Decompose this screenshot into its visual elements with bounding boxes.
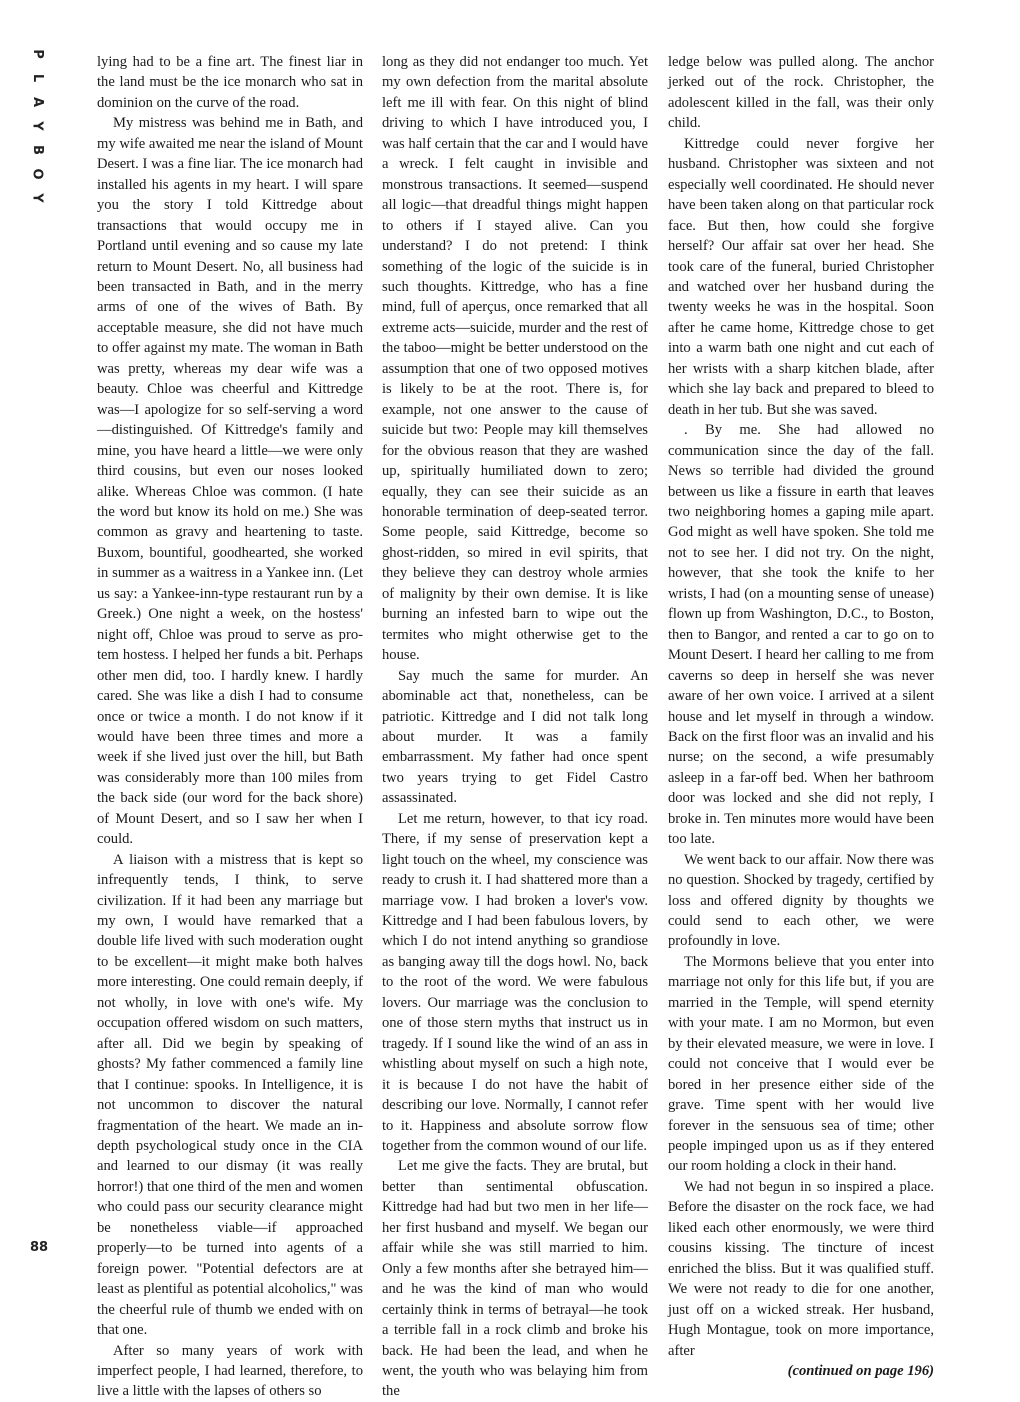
text-column-1 [97, 52, 363, 1402]
text-column-2 [382, 52, 648, 1402]
paragraph: . By me. She had allowed no communication since the day of the fall. News so terrible had divided the ground between us like a fissure in earth that leaves two neighboring homes a gaping mile apart. God might as well have spoken. She told me not to see her. I did not try. On the night, however, that she took the knife to her wrists, I had (on a mounting sense of unease) flown up from Washington, D.C., to Boston, then to Bangor, and rented a car to go on to Mount Desert. I heard her calling to me from caverns so deep in herself she was never aware of her own voice. I arrived at a silent house and let myself in through a window. Back on the first floor was an invalid and his nurse; on the second, a wife presumably asleep in a far-off bed. When her bathroom door was locked and she did not reply, I broke in. Ten minutes more would have been too late. [668, 422, 934, 848]
paragraph: ledge below was pulled along. The anchor jerked out of the rock. Christopher, the adolescent killed in the fall, was their only child. [668, 54, 934, 132]
paragraph: lying had to be a fine art. The finest liar in the land must be the ice monarch who sat in dominion on the curve of the road. [97, 54, 363, 111]
paragraph: Kittredge could never forgive her husband. Christopher was sixteen and not especially well coordinated. He should never have been taken along on that particular rock face. But then, how could she forgive herself? Our affair sat over her head. She took care of the funeral, buried Christopher and watched over her husband during the twenty weeks he was in the hospital. Soon after he came home, Kittredge chose to get into a warm bath one night and cut each of her wrists with a sharp kitchen blade, after which she lay back and prepared to bleed to death in her tub. But she was saved. [668, 135, 934, 418]
masthead-letter: Y [29, 193, 45, 203]
paragraph: Let me give the facts. They are brutal, but better than sentimental obfuscation. Kittredge had had but two men in her life—her first husband and myself. We began our affair while she was still married to him. Only a few months after she betrayed him—and he was the kind of man who would certainly think in terms of betrayal—he took a terrible fall in a rock climb and broke his back. He had been the lead, and when he went, the youth who was belaying him from the [382, 1158, 648, 1400]
paragraph: We went back to our affair. Now there was no question. Shocked by tragedy, certified by loss and offered dignity by thoughts we could send to each other, we were profoundly in love. [668, 851, 934, 950]
masthead-letter: A [30, 96, 45, 108]
paragraph: My mistress was behind me in Bath, and my wife awaited me near the island of Mount Desert. I was a fine liar. The ice monarch had installed his agents in my heart. I will spare you the story I told Kittredge about transactions that would occupy me in Portland until evening and so cause my late return to Mount Desert. No, all business had been transacted in Bath, and in the merry arms of one of the wives of Bath. By acceptable measure, she did not have much to offer against my mate. The woman in Bath was pretty, whereas my dear wife was a beauty. Chloe was cheerful and Kittredge was—I apologize for so self-serving a word—distinguished. Of Kittredge's family and mine, you have heard a little—we were only third cousins, but even our noses looked alike. Whereas Chloe was common. (I hate the word but know its hold on me.) She was common as gravy and heartening to taste. Buxom, bountiful, goodhearted, she worked in summer as a waitress in a Yankee inn. (Let us say: a Yankee-inn-type restaurant run by a Greek.) One night a week, on the hostess' night off, Chloe was proud to serve as pro-tem hostess. I helped her funds a bit. Perhaps other men did, too. I hardly knew. I hardly cared. She was like a dish I had to consume once or twice a month. I do not know if it would have been three times and more a week if she lived just over the hill, but Bath was considerably more than 100 miles from the back side (our word for the back shore) of Mount Desert, and so I saw her when I could. [97, 115, 363, 848]
paragraph: After so many years of work with imperfect people, I had learned, therefore, to live a little with the lapses of others so [97, 1342, 363, 1400]
masthead-letter: P [30, 49, 45, 59]
magazine-masthead [22, 42, 52, 210]
page-number: 88 [30, 1240, 49, 1255]
continued-note: (continued on page 196) [787, 1363, 934, 1379]
masthead-letter: L [29, 73, 45, 83]
paragraph: A liaison with a mistress that is kept so infrequently tends, I think, to serve civilization. If it had been any marriage but my own, I would have remarked that a double life lived with such moderation ought to be excellent—it might make both halves more interesting. One could remain deeply, if not wholly, in love with one's wife. My occupation offered wisdom on such matters, after all. Did we begin by speaking of ghosts? My father commenced a family line that I continue: spooks. In Intelligence, it is not uncommon to discover the natural fragmentation of the heart. We made an in-depth psychological study once in the CIA and learned to our dismay (it was really horror!) that one third of the men and women who could pass our security clearance might be nonetheless viable—if approached properly—to be turned into agents of a foreign power. "Potential defectors are at least as plentiful as potential alcoholics," was the cheerful rule of thumb we ended with on that one. [97, 851, 363, 1339]
paragraph: long as they did not endanger too much. Yet my own defection from the marital absolute left me ill with fear. On this night of blind driving to which I have introduced you, I was half certain that the car and I would have a wreck. I felt caught in invisible and monstrous transactions. It seemed—suspend all logic—that dreadful things might happen to others if I stayed alive. Can you understand? I do not pretend: I think something of the logic of the suicide is in such thoughts. Kittredge, who has a fine mind, full of aperçus, once remarked that all extreme acts—suicide, murder and the rest of the taboo—might be better understood on the assumption that one of two opposed motives is likely to be at the root. There is, for example, not one answer to the cause of suicide but two: People may kill themselves for the obvious reason that they are washed up, spiritually humiliated down to zero; equally, they can see their suicide as an honorable termination of deep-seated terror. Some people, said Kittredge, become so ghost-ridden, so mired in evil spirits, that they believe they can destroy whole armies of malignity by their own demise. It is like burning an infested barn to wipe out the termites who might otherwise get to the house. [382, 54, 648, 664]
masthead-letter: B [29, 145, 45, 155]
paragraph: Let me return, however, to that icy road. There, if my sense of preservation kept a light touch on the wheel, my conscience was ready to crush it. I had shattered more than a marriage vow. I had broken a lover's vow. Kittredge and I had been fabulous lovers, by which I do not intend anything so grandiose as banging away till the dogs howl. No, back to the root of the word. We were fabulous lovers. Our marriage was the conclusion to one of those stern myths that instruct us in tragedy. If I sound like the wind of an ass in whistling about myself on such a high note, it is because I do not have the habit of describing our love. Normally, I cannot refer to it. Happiness and absolute sorrow flow together from the common wound of our life. [382, 810, 648, 1155]
paragraph: The Mormons believe that you enter into marriage not only for this life but, if you are married in the Temple, will spend eternity with your mate. I am no Mormon, but even by their elevated measure, we were in love. I could not conceive that I would ever be bored in her presence either side of the grave. Time spent with her would live forever in the sensuous sea of time; other people impinged upon us as if they entered our room holding a clock in their hand. [668, 953, 934, 1175]
text-column-3 [668, 52, 934, 1381]
masthead-letter: O [30, 168, 45, 180]
masthead-letter: Y [29, 121, 45, 131]
paragraph: Say much the same for murder. An abominable act that, nonetheless, can be patriotic. Kittredge and I did not talk long about murder. It was a family embarrassment. My father had once spent two years trying to get Fidel Castro assassinated. [382, 667, 648, 807]
paragraph: We had not begun in so inspired a place. Before the disaster on the rock face, we had liked each other enormously, we were third cousins kissing. The tincture of incest enriched the bliss. But it was qualified stuff. We were not ready to die for one another, just off on a wicked streak. Her husband, Hugh Montague, took on more importance, after [668, 1178, 934, 1359]
